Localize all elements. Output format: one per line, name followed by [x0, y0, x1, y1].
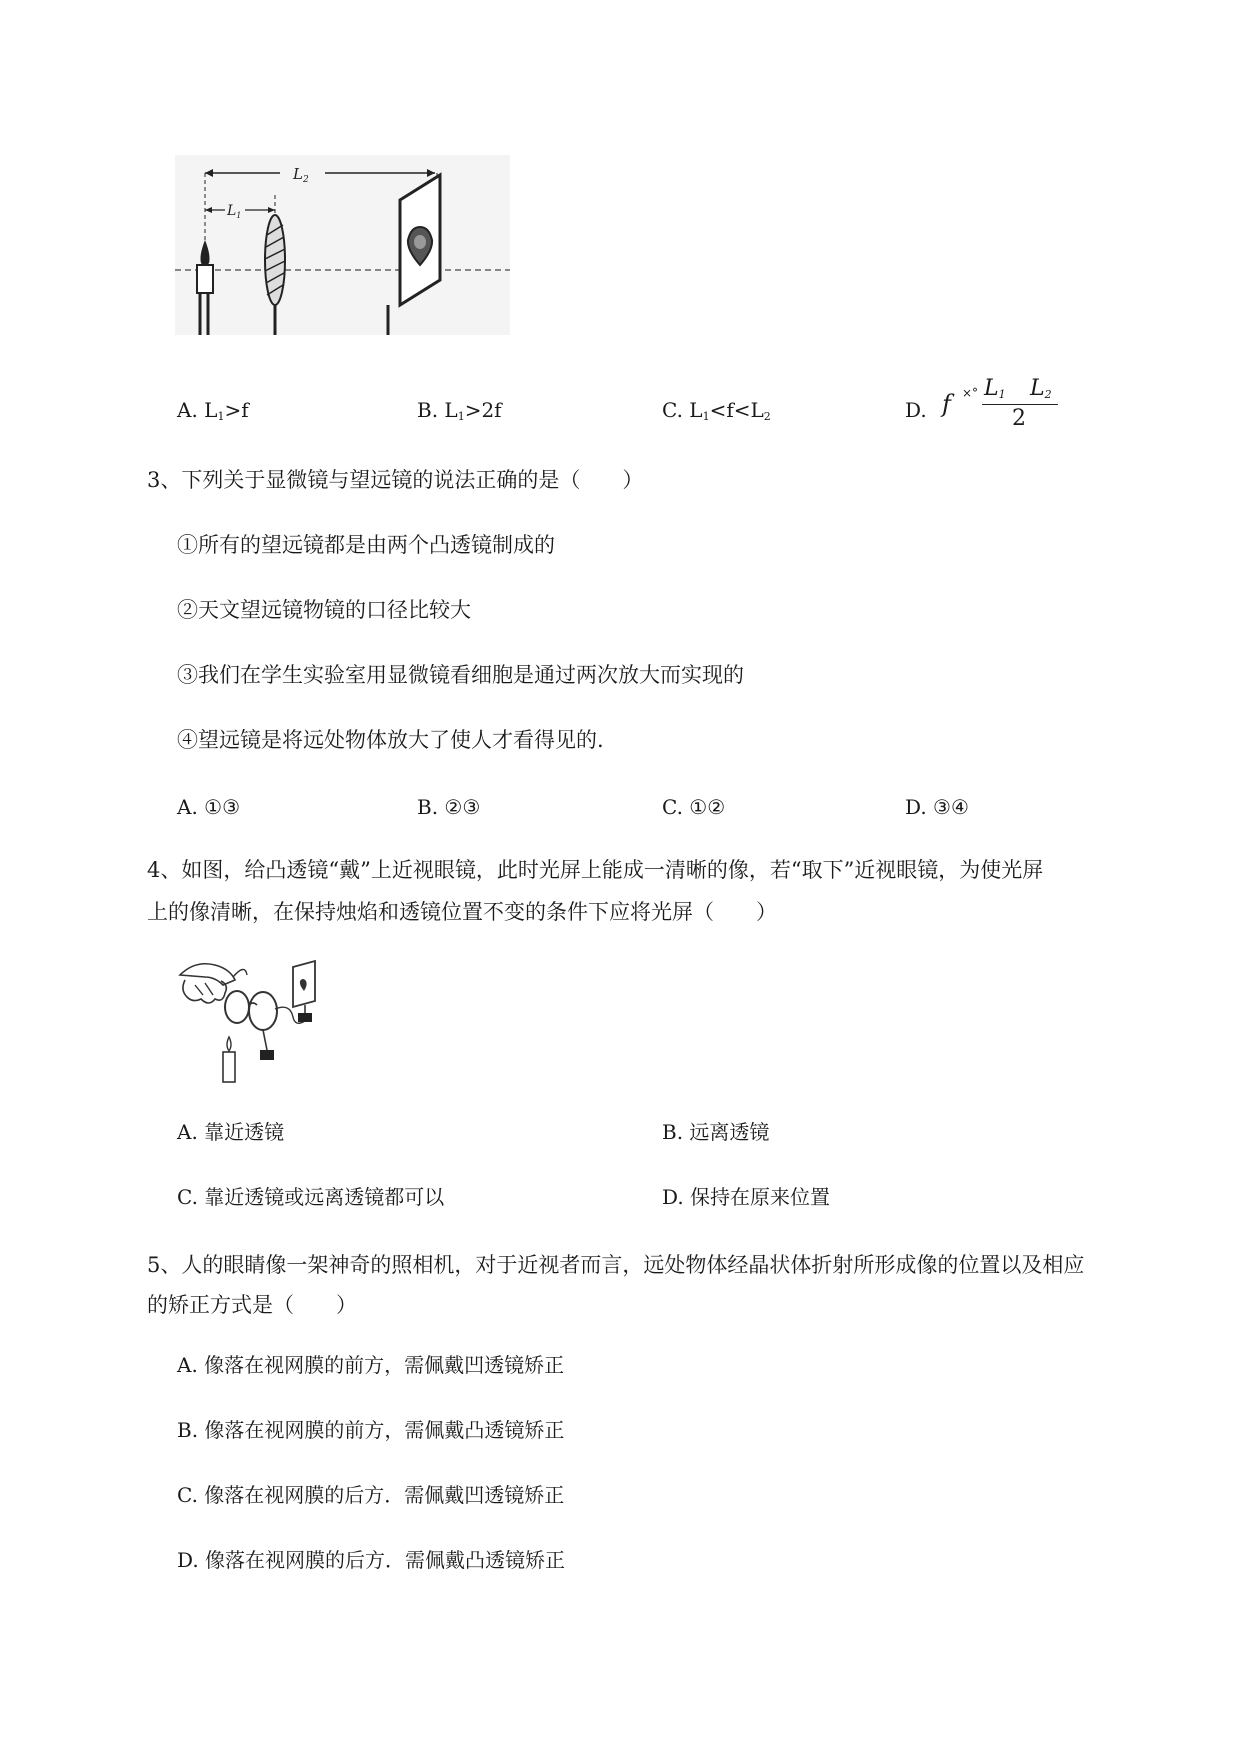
q3-stem: 3、下列关于显微镜与望远镜的说法正确的是（ ）: [147, 468, 644, 492]
q4-stem-line-2: 上的像清晰，在保持烛焰和透镜位置不变的条件下应将光屏（ ）: [147, 900, 777, 924]
q2-option-c[interactable]: C. $L_1<f<L_2$: [662, 398, 771, 423]
q3-option-d[interactable]: D. ③④: [905, 795, 969, 819]
q3-statement-1: ①所有的望远镜都是由两个凸透镜制成的: [177, 533, 555, 557]
q5-option-b[interactable]: B. 像落在视网膜的前方，需佩戴凸透镜矫正: [177, 1418, 565, 1442]
q4-option-a[interactable]: A. 靠近透镜: [177, 1120, 285, 1144]
fraction-bar: [982, 404, 1058, 405]
q2-option-b[interactable]: B. $L_1>2f$: [417, 398, 502, 423]
q4-option-d[interactable]: D. 保持在原来位置: [662, 1185, 831, 1209]
q2-option-d[interactable]: D.: [905, 398, 927, 422]
q3-statement-4: ④望远镜是将远处物体放大了使人才看得见的.: [177, 728, 604, 752]
q2-option-a[interactable]: A. $L_1>f$: [177, 398, 249, 423]
q4-glasses-figure: [175, 955, 350, 1085]
label-l1: $L_1$: [227, 203, 242, 220]
label-l2: $L_2$: [293, 165, 309, 185]
q3-option-b[interactable]: B. ②③: [417, 795, 481, 819]
q5-stem-line-1: 5、人的眼睛像一架神奇的照相机，对于近视者而言，远处物体经晶状体折射所形成像的位置以及相应: [147, 1253, 1085, 1277]
q5-option-c[interactable]: C. 像落在视网膜的后方．需佩戴凹透镜矫正: [177, 1483, 565, 1507]
q4-stem-line-1: 4、如图，给凸透镜“戴”上近视眼镜，此时光屏上能成一清晰的像，若“取下”近视眼镜，为使光屏: [147, 858, 1044, 882]
q3-option-c[interactable]: C. ①②: [662, 795, 726, 819]
q3-option-a[interactable]: A. ①③: [177, 795, 241, 819]
q5-option-a[interactable]: A. 像落在视网膜的前方，需佩戴凹透镜矫正: [177, 1353, 565, 1377]
q5-stem-line-2: 的矫正方式是（ ）: [147, 1293, 357, 1317]
q5-option-d[interactable]: D. 像落在视网膜的后方．需佩戴凸透镜矫正: [177, 1548, 566, 1572]
q2-optics-figure: [175, 155, 510, 335]
q2-option-d-formula: f ×° $L_1$ $L_2$ 2: [942, 380, 1062, 440]
q4-option-b[interactable]: B. 远离透镜: [662, 1120, 770, 1144]
q3-statement-3: ③我们在学生实验室用显微镜看细胞是通过两次放大而实现的: [177, 663, 744, 687]
q4-option-c[interactable]: C. 靠近透镜或远离透镜都可以: [177, 1185, 445, 1209]
q3-statement-2: ②天文望远镜物镜的口径比较大: [177, 598, 471, 622]
